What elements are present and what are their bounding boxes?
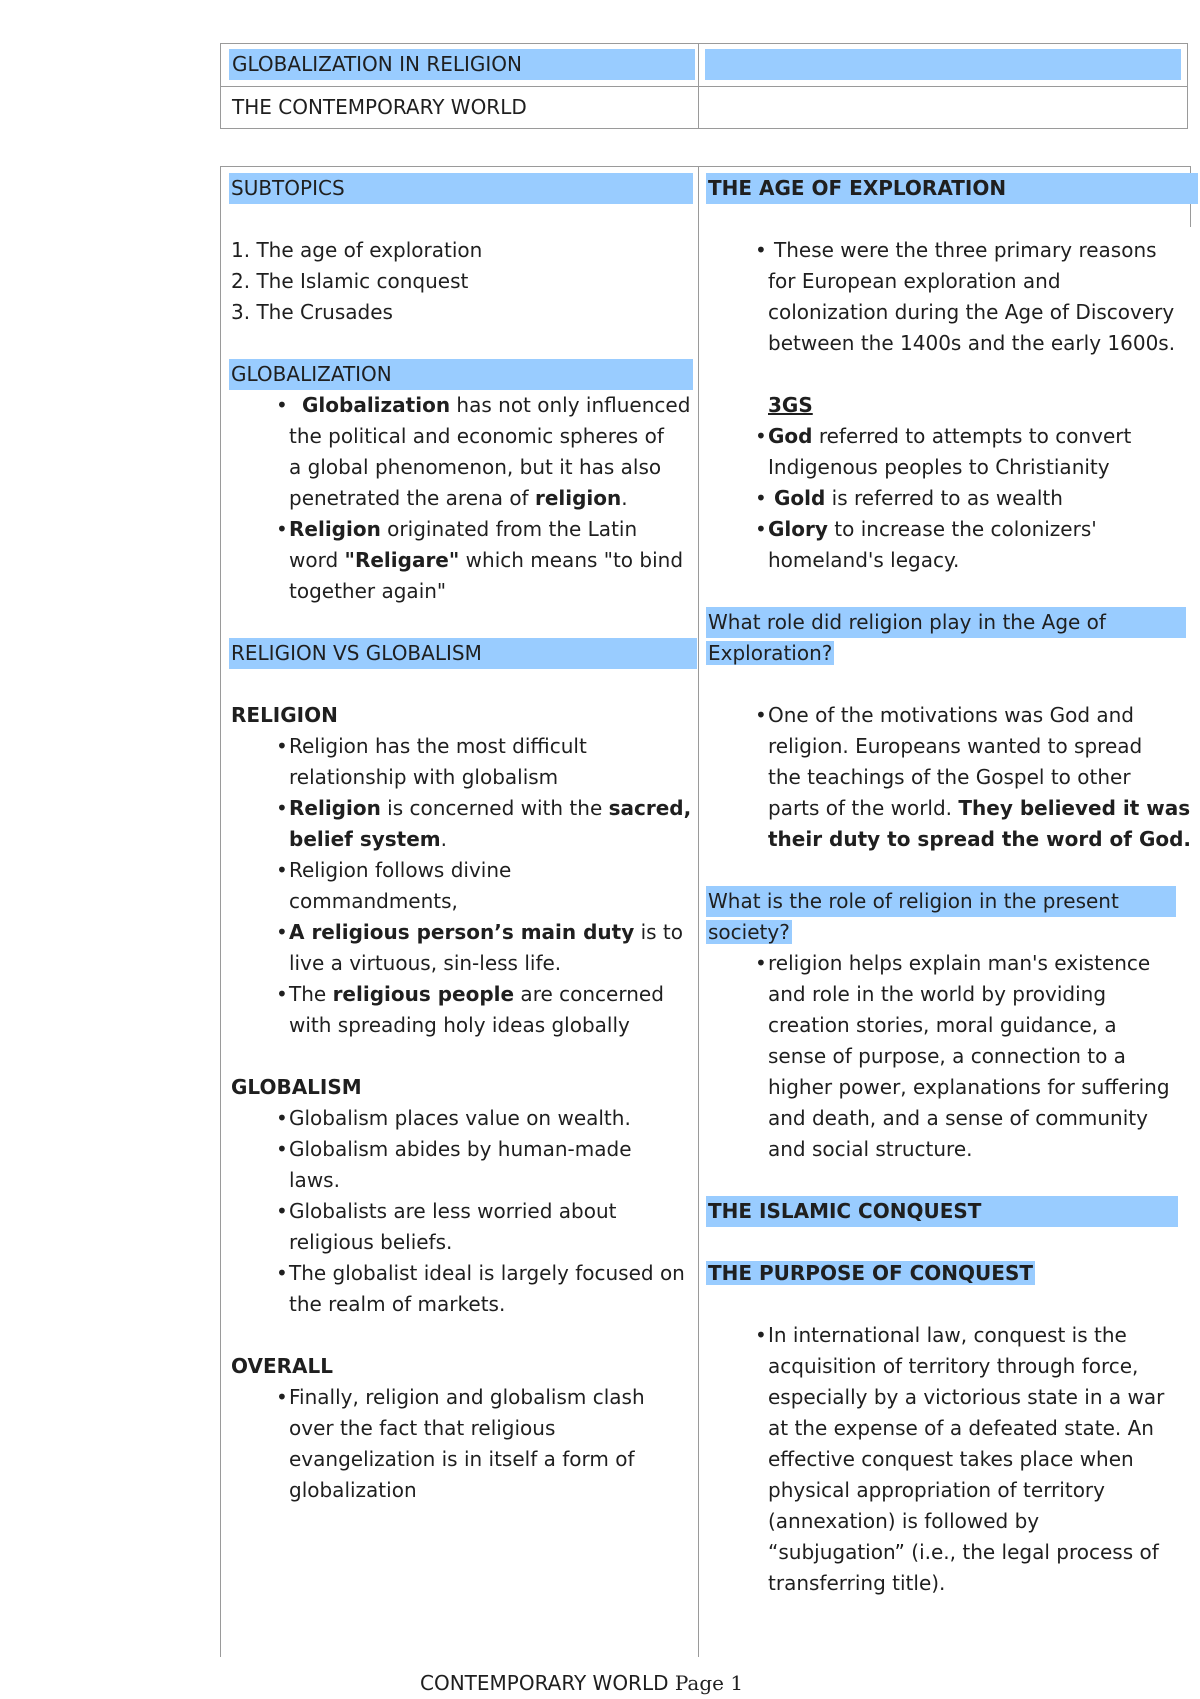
text: Religion follows divine bbox=[289, 858, 512, 882]
divider bbox=[698, 44, 699, 128]
bullet-icon: • bbox=[276, 920, 288, 944]
text: parts of the world. bbox=[768, 796, 959, 820]
bold-term: belief system bbox=[289, 827, 441, 851]
list-item bbox=[706, 421, 1186, 483]
text: Finally, religion and globalism clash bbox=[289, 1385, 645, 1409]
list-item bbox=[229, 793, 693, 855]
bullet-icon: • bbox=[755, 486, 767, 510]
list-item bbox=[706, 235, 1186, 359]
text: acquisition of territory through force, bbox=[768, 1354, 1139, 1378]
overall-heading: OVERALL bbox=[231, 1354, 333, 1378]
text: together again" bbox=[289, 579, 447, 603]
text: sense of purpose, a connection to a bbox=[768, 1044, 1126, 1068]
text: is to bbox=[634, 920, 684, 944]
text: In international law, conquest is the bbox=[768, 1323, 1127, 1347]
text: and social structure. bbox=[768, 1137, 973, 1161]
text: referred to attempts to convert bbox=[812, 424, 1132, 448]
list-item bbox=[229, 855, 693, 917]
bold-term: Religion bbox=[289, 796, 381, 820]
list-item bbox=[229, 390, 693, 514]
text: “subjugation” (i.e., the legal process of bbox=[768, 1540, 1159, 1564]
text: has not only influenced bbox=[450, 393, 691, 417]
text: These were the three primary reasons bbox=[774, 238, 1157, 262]
text: a global phenomenon, but it has also bbox=[289, 455, 662, 479]
list-item bbox=[706, 700, 1192, 855]
bold-term: Globalization bbox=[302, 393, 451, 417]
list-item bbox=[229, 514, 693, 607]
bullet-icon: • bbox=[276, 858, 288, 882]
page-number: Page 1 bbox=[674, 1671, 744, 1695]
text: and role in the world by providing bbox=[768, 982, 1107, 1006]
question-heading: Exploration? bbox=[708, 641, 833, 665]
islamic-conquest-heading: THE ISLAMIC CONQUEST bbox=[706, 1196, 1178, 1227]
bold-term: "Religare" bbox=[344, 548, 460, 572]
text: commandments, bbox=[289, 889, 458, 913]
list-item bbox=[706, 1320, 1186, 1599]
bullet-icon: • bbox=[276, 1199, 288, 1223]
text: word bbox=[289, 548, 345, 572]
list-item bbox=[229, 1134, 693, 1196]
three-gs-heading: 3GS bbox=[768, 393, 813, 417]
text: to increase the colonizers' bbox=[827, 517, 1097, 541]
bold-term: They believed it was bbox=[958, 796, 1191, 820]
text: especially by a victorious state in a war bbox=[768, 1385, 1165, 1409]
list-item bbox=[706, 514, 1186, 576]
list-item bbox=[706, 483, 1186, 514]
text: . bbox=[440, 827, 447, 851]
column-divider bbox=[698, 167, 699, 1657]
content-table bbox=[220, 166, 1191, 1657]
left-column bbox=[229, 173, 693, 1506]
text: over the fact that religious bbox=[289, 1416, 556, 1440]
bullet-icon: • bbox=[276, 734, 288, 758]
header-table bbox=[220, 43, 1188, 129]
subtopic-item: 3. The Crusades bbox=[231, 300, 393, 324]
globalization-heading: GLOBALIZATION bbox=[229, 359, 693, 390]
bullet-icon: • bbox=[755, 238, 767, 262]
text: The globalist ideal is largely focused on bbox=[289, 1261, 685, 1285]
text: the political and economic spheres of bbox=[289, 424, 664, 448]
bold-term: Gold bbox=[774, 486, 826, 510]
page-footer bbox=[420, 1668, 743, 1699]
text: globalization bbox=[289, 1478, 417, 1502]
text: is referred to as wealth bbox=[825, 486, 1063, 510]
globalism-heading: GLOBALISM bbox=[231, 1075, 362, 1099]
text: laws. bbox=[289, 1168, 340, 1192]
bullet-icon: • bbox=[755, 424, 767, 448]
list-item bbox=[229, 917, 693, 979]
text: creation stories, moral guidance, a bbox=[768, 1013, 1117, 1037]
text: homeland's legacy. bbox=[768, 548, 960, 572]
text: relationship with globalism bbox=[289, 765, 559, 789]
question-heading: What is the role of religion in the present bbox=[706, 886, 1176, 917]
bullet-icon: • bbox=[276, 393, 288, 417]
text: . bbox=[621, 486, 628, 510]
text: which means "to bind bbox=[459, 548, 684, 572]
bold-term: sacred, bbox=[608, 796, 692, 820]
text: are concerned bbox=[514, 982, 664, 1006]
list-item bbox=[229, 1196, 693, 1258]
right-column bbox=[706, 173, 1192, 1599]
text: Religion has the most difficult bbox=[289, 734, 587, 758]
list-item bbox=[229, 1382, 693, 1506]
bullet-icon: • bbox=[276, 1261, 288, 1285]
text: religion helps explain man's existence bbox=[768, 951, 1151, 975]
text: for European exploration and bbox=[768, 269, 1061, 293]
footer-label: CONTEMPORARY WORLD bbox=[420, 1671, 669, 1695]
age-of-exploration-heading: THE AGE OF EXPLORATION bbox=[706, 173, 1198, 204]
text: the teachings of the Gospel to other bbox=[768, 765, 1131, 789]
text: religion. Europeans wanted to spread bbox=[768, 734, 1143, 758]
text: (annexation) is followed by bbox=[768, 1509, 1040, 1533]
text: higher power, explanations for suffering bbox=[768, 1075, 1170, 1099]
religion-vs-globalism-heading: RELIGION VS GLOBALISM bbox=[229, 638, 697, 669]
document-title: GLOBALIZATION IN RELIGION bbox=[229, 49, 695, 80]
bold-term: their duty to spread the word of God. bbox=[768, 827, 1192, 851]
text: and death, and a sense of community bbox=[768, 1106, 1148, 1130]
purpose-of-conquest-heading: THE PURPOSE OF CONQUEST bbox=[708, 1261, 1033, 1285]
text: One of the motivations was God and bbox=[768, 703, 1134, 727]
text: effective conquest takes place when bbox=[768, 1447, 1134, 1471]
text: Globalism abides by human-made bbox=[289, 1137, 632, 1161]
list-item bbox=[229, 731, 693, 793]
text: Indigenous peoples to Christianity bbox=[768, 455, 1110, 479]
text: The bbox=[289, 982, 333, 1006]
text: Globalists are less worried about bbox=[289, 1199, 617, 1223]
bold-term: A religious person’s main duty bbox=[289, 920, 635, 944]
document-subtitle: THE CONTEMPORARY WORLD bbox=[232, 95, 527, 119]
list-item bbox=[229, 1103, 693, 1134]
text: at the expense of a defeated state. An bbox=[768, 1416, 1154, 1440]
text: penetrated the arena of bbox=[289, 486, 535, 510]
text: evangelization is in itself a form of bbox=[289, 1447, 635, 1471]
bold-term: religion bbox=[534, 486, 622, 510]
subtopic-item: 2. The Islamic conquest bbox=[231, 269, 469, 293]
religion-heading: RELIGION bbox=[231, 703, 338, 727]
text: is concerned with the bbox=[380, 796, 609, 820]
bullet-icon: • bbox=[276, 517, 288, 541]
list-item bbox=[706, 948, 1186, 1165]
bullet-icon: • bbox=[276, 1385, 288, 1409]
divider bbox=[221, 86, 1187, 87]
bullet-icon: • bbox=[755, 703, 767, 727]
list-item bbox=[229, 979, 693, 1041]
bold-term: God bbox=[768, 424, 813, 448]
text: between the 1400s and the early 1600s. bbox=[768, 331, 1176, 355]
bullet-icon: • bbox=[276, 1106, 288, 1130]
bullet-icon: • bbox=[755, 517, 767, 541]
text: transferring title). bbox=[768, 1571, 946, 1595]
bullet-icon: • bbox=[755, 1323, 767, 1347]
question-heading: What role did religion play in the Age of bbox=[706, 607, 1186, 638]
text: colonization during the Age of Discovery bbox=[768, 300, 1175, 324]
bullet-icon: • bbox=[276, 982, 288, 1006]
bullet-icon: • bbox=[755, 951, 767, 975]
text: Globalism places value on wealth. bbox=[289, 1106, 631, 1130]
text: originated from the Latin bbox=[380, 517, 638, 541]
text: the realm of markets. bbox=[289, 1292, 506, 1316]
question-heading: society? bbox=[708, 920, 790, 944]
text: physical appropriation of territory bbox=[768, 1478, 1105, 1502]
subtopics-heading: SUBTOPICS bbox=[229, 173, 693, 204]
subtopic-item: 1. The age of exploration bbox=[231, 238, 483, 262]
list-item bbox=[229, 1258, 693, 1320]
text: religious beliefs. bbox=[289, 1230, 453, 1254]
bullet-icon: • bbox=[276, 1137, 288, 1161]
text: with spreading holy ideas globally bbox=[289, 1013, 630, 1037]
bold-term: Glory bbox=[768, 517, 828, 541]
text: live a virtuous, sin-less life. bbox=[289, 951, 562, 975]
header-empty-cell bbox=[705, 49, 1181, 80]
bold-term: Religion bbox=[289, 517, 381, 541]
bold-term: religious people bbox=[332, 982, 515, 1006]
bullet-icon: • bbox=[276, 796, 288, 820]
